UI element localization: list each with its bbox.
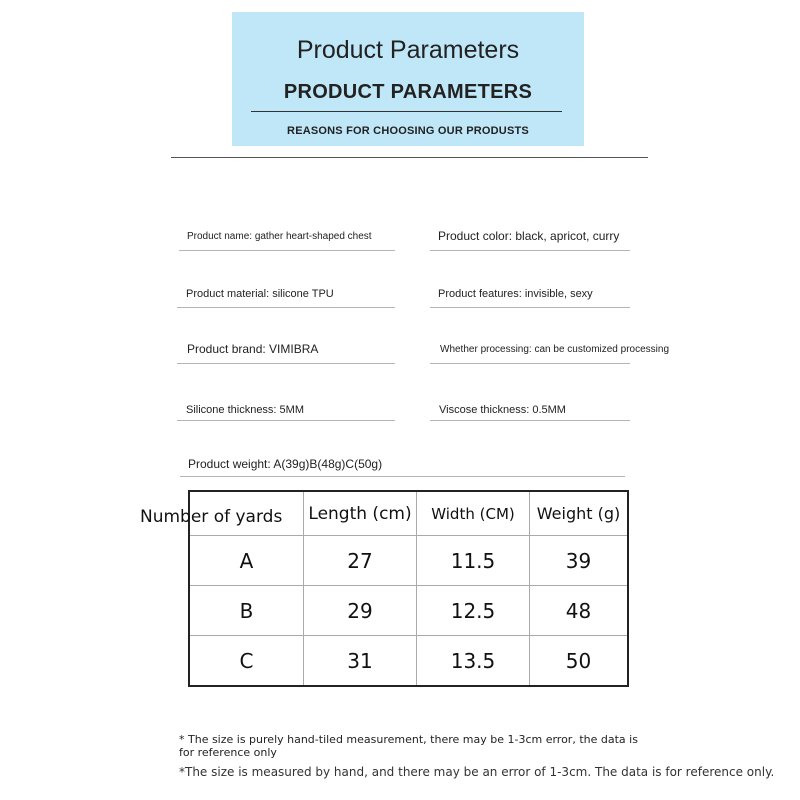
row-header-label: Number of yards bbox=[140, 507, 283, 527]
param-viscose-thickness: Viscose thickness: 0.5MM bbox=[439, 404, 566, 416]
param-underline bbox=[177, 420, 395, 421]
banner-title: Product Parameters bbox=[296, 36, 520, 64]
size-cell: B bbox=[189, 586, 304, 636]
param-whether-processing: Whether processing: can be customized processing bbox=[440, 344, 670, 355]
param-product-name: Product name: gather heart-shaped chest bbox=[187, 231, 372, 242]
banner-tagline: REASONS FOR CHOOSING OUR PRODUSTS bbox=[287, 125, 529, 137]
table-row bbox=[189, 586, 628, 636]
measurement-note: * The size is purely hand-tiled measurement, there may be 1-3cm error, the data is for reference only bbox=[179, 733, 638, 759]
section-divider bbox=[171, 157, 648, 158]
width-cell: 12.5 bbox=[417, 586, 530, 636]
weight-cell: 50 bbox=[530, 636, 629, 687]
table-row bbox=[189, 536, 628, 586]
param-product-weight: Product weight: A(39g)B(48g)C(50g) bbox=[188, 457, 383, 471]
size-cell: A bbox=[189, 536, 304, 586]
table-row bbox=[189, 636, 628, 687]
weight-cell: 48 bbox=[530, 586, 629, 636]
param-underline bbox=[177, 363, 395, 364]
param-silicone-thickness: Silicone thickness: 5MM bbox=[186, 404, 304, 416]
length-cell: 29 bbox=[304, 586, 417, 636]
banner-divider bbox=[251, 111, 562, 112]
banner-subtitle: PRODUCT PARAMETERS bbox=[283, 81, 533, 103]
length-cell: 27 bbox=[304, 536, 417, 586]
param-product-brand: Product brand: VIMIBRA bbox=[187, 342, 319, 356]
param-underline bbox=[430, 420, 630, 421]
param-underline bbox=[430, 363, 630, 364]
header-banner bbox=[232, 12, 584, 146]
param-product-features: Product features: invisible, sexy bbox=[438, 288, 593, 300]
param-underline bbox=[177, 307, 395, 308]
length-cell: 31 bbox=[304, 636, 417, 687]
header-cell-width: Width (CM) bbox=[417, 491, 530, 536]
size-cell: C bbox=[189, 636, 304, 687]
width-cell: 13.5 bbox=[417, 636, 530, 687]
header-cell-weight: Weight (g) bbox=[530, 491, 629, 536]
param-underline bbox=[430, 250, 630, 251]
param-underline bbox=[180, 476, 625, 477]
param-product-color: Product color: black, apricot, curry bbox=[438, 229, 620, 243]
header-cell-length: Length (cm) bbox=[304, 491, 417, 536]
measurement-note-secondary: *The size is measured by hand, and there may be an error of 1-3cm. The data is for reference only. bbox=[179, 765, 775, 779]
width-cell: 11.5 bbox=[417, 536, 530, 586]
param-underline bbox=[430, 307, 630, 308]
weight-cell: 39 bbox=[530, 536, 629, 586]
param-product-material: Product material: silicone TPU bbox=[186, 288, 334, 300]
param-underline bbox=[179, 250, 395, 251]
